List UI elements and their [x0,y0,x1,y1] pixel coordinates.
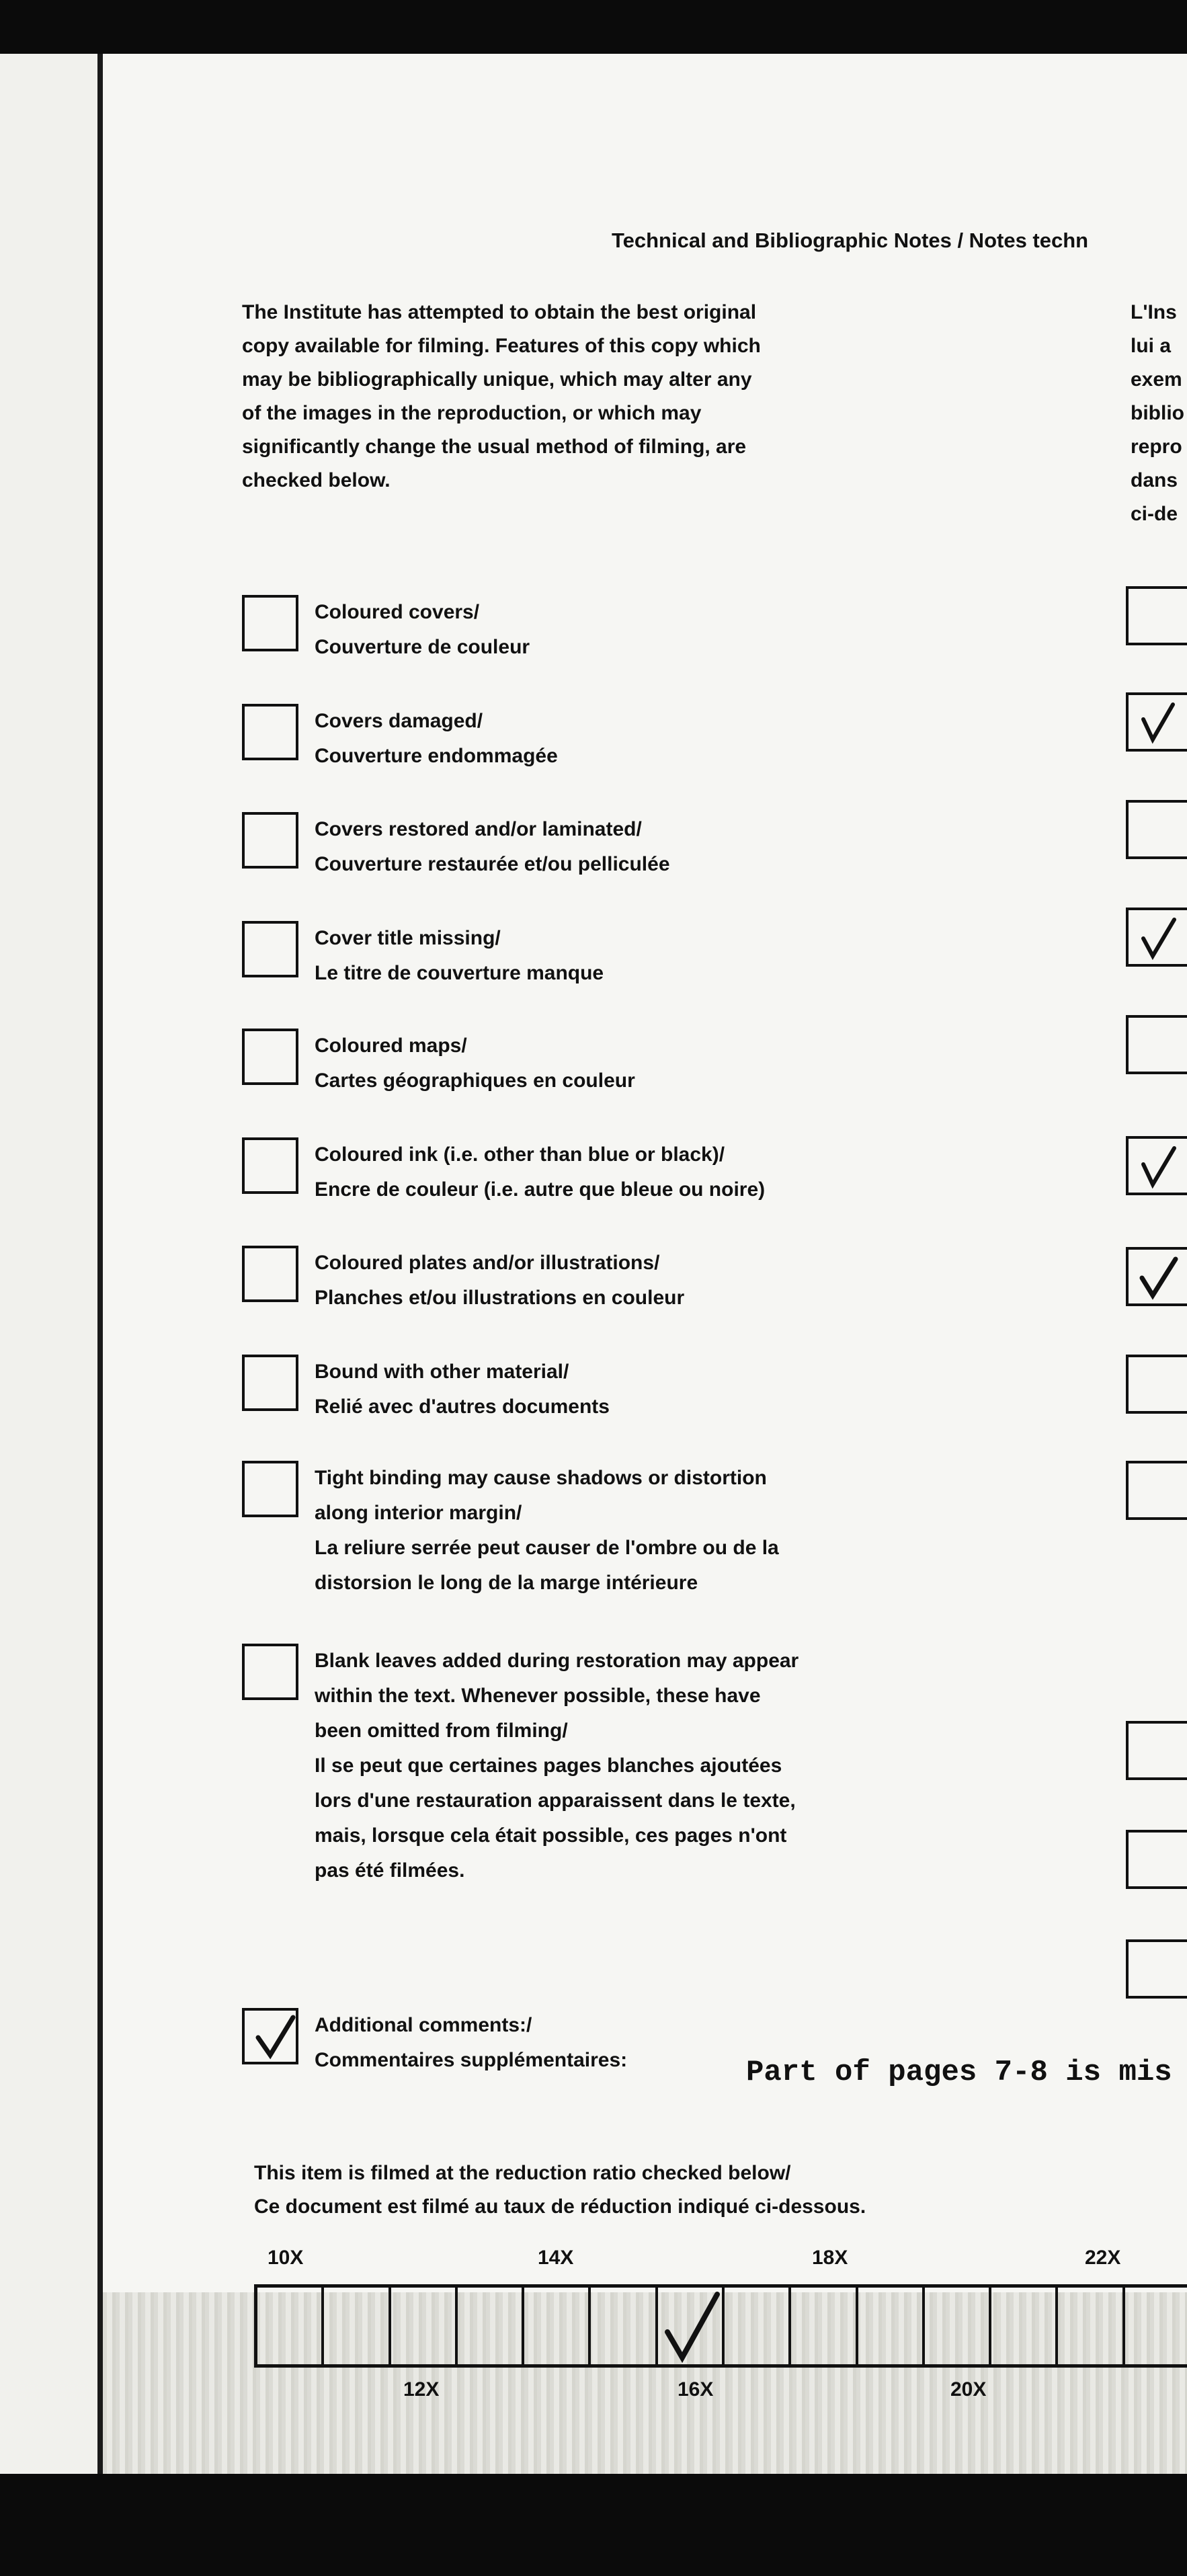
ratio-cell[interactable] [591,2288,657,2364]
item-line: Couverture endommagée [315,745,558,767]
item-line: Covers restored and/or laminated/ [315,818,642,840]
checkbox[interactable] [242,595,298,651]
item-line: been omitted from filming/ [315,1720,568,1742]
ratio-cell[interactable] [791,2288,858,2364]
right-checkbox[interactable] [1126,1939,1187,1999]
item-label [315,1355,973,1424]
right-checkbox[interactable] [1126,1721,1187,1780]
reduction-ratio-note [254,2157,1128,2224]
item-line: Blank leaves added during restoration may appear [315,1650,799,1672]
item-line: Cover title missing/ [315,927,501,949]
intro-right-line: exem [1131,368,1182,391]
right-checkbox-checked[interactable] [1126,692,1187,752]
checkbox[interactable] [242,1355,298,1411]
additional-comments-value: Part of pages 7-8 is mis [746,2056,1172,2089]
ratio-cell-checked[interactable] [658,2288,725,2364]
ratio-cell[interactable] [725,2288,791,2364]
intro-line: may be bibliographically unique, which may alter any [242,368,752,391]
item-label [315,1029,973,1098]
intro-line: checked below. [242,469,391,491]
item-line: Cartes géographiques en couleur [315,1070,635,1092]
checkbox[interactable] [242,1461,298,1517]
item-label [315,921,973,991]
scan-border [0,2474,1187,2576]
item-label [315,1644,973,1888]
left-margin [0,54,103,2474]
item-line: Planches et/ou illustrations en couleur [315,1287,685,1309]
item-line: within the text. Whenever possible, these have [315,1685,761,1707]
reduction-ratio-grid [254,2284,1187,2368]
right-checkbox-checked[interactable] [1126,1136,1187,1195]
checkbox[interactable] [242,921,298,977]
right-checkbox[interactable] [1126,1015,1187,1074]
checkbox-checked[interactable] [242,2008,298,2064]
checkbox[interactable] [242,1137,298,1194]
checkbox[interactable] [242,1029,298,1085]
item-line: distorsion le long de la marge intérieure [315,1572,698,1594]
ratio-cell[interactable] [391,2288,458,2364]
item-line: lors d'une restauration apparaissent dans le texte, [315,1789,796,1812]
ratio-cell[interactable] [925,2288,991,2364]
ratio-cell[interactable] [458,2288,524,2364]
checkmark-icon [251,2015,298,2062]
ratio-label: 20X [950,2378,987,2401]
right-checkbox[interactable] [1126,1461,1187,1520]
intro-right-line: biblio [1131,402,1184,424]
ratio-cell[interactable] [858,2288,925,2364]
intro-line: of the images in the reproduction, or which may [242,402,702,424]
right-checkbox[interactable] [1126,1355,1187,1414]
document-page [0,54,1187,2474]
item-line: Couverture restaurée et/ou pelliculée [315,853,670,875]
item-label [315,1137,973,1207]
intro-line: The Institute has attempted to obtain the best original [242,301,757,323]
item-line: Coloured maps/ [315,1035,467,1057]
item-label [315,1246,973,1316]
checkbox[interactable] [242,704,298,760]
item-label [315,704,973,774]
ratio-cell[interactable] [1058,2288,1124,2364]
intro-right-line: lui a [1131,335,1172,357]
ratio-label: 18X [812,2247,848,2269]
checkmark-icon [1135,1254,1182,1301]
item-line: along interior margin/ [315,1502,522,1524]
intro-right-line: dans [1131,469,1178,491]
item-line: pas été filmées. [315,1859,465,1882]
item-line: Encre de couleur (i.e. autre que bleue ou noire) [315,1178,766,1201]
right-checkbox[interactable] [1126,800,1187,859]
reduction-line: Ce document est filmé au taux de réduction indiqué ci-dessous. [254,2196,866,2218]
ratio-cell[interactable] [257,2288,324,2364]
checkmark-icon [1135,699,1182,746]
ratio-label: 22X [1085,2247,1121,2269]
item-line: Relié avec d'autres documents [315,1396,610,1418]
item-line: Coloured plates and/or illustrations/ [315,1252,660,1274]
item-label [315,1461,973,1601]
checkmark-icon [1135,914,1182,961]
intro-right-line: L'Ins [1131,301,1177,323]
intro-right-line: ci-de [1131,503,1178,525]
right-checkbox[interactable] [1126,1830,1187,1889]
item-line: Additional comments:/ [315,2014,532,2036]
right-checkbox-checked[interactable] [1126,908,1187,967]
right-checkbox[interactable] [1126,586,1187,645]
checkbox[interactable] [242,1246,298,1302]
right-checkbox-checked[interactable] [1126,1247,1187,1306]
item-line: La reliure serrée peut causer de l'ombre ou de la [315,1537,779,1559]
item-line: Il se peut que certaines pages blanches ajoutées [315,1755,782,1777]
checkmark-icon [662,2290,723,2364]
reduction-line: This item is filmed at the reduction ratio checked below/ [254,2162,791,2184]
item-line: Coloured ink (i.e. other than blue or black)/ [315,1143,725,1166]
item-line: Coloured covers/ [315,601,480,623]
item-line: Tight binding may cause shadows or distortion [315,1467,767,1489]
item-line: Covers damaged/ [315,710,483,732]
item-line: Commentaires supplémentaires: [315,2049,628,2071]
ratio-cell[interactable] [1125,2288,1187,2364]
ratio-label: 16X [678,2378,714,2401]
item-line: Bound with other material/ [315,1361,569,1383]
page-header: Technical and Bibliographic Notes / Notes techn [612,229,1089,252]
intro-right-line: repro [1131,436,1182,458]
ratio-label: 10X [268,2247,304,2269]
ratio-label: 14X [538,2247,574,2269]
checkbox[interactable] [242,1644,298,1700]
ratio-label: 12X [403,2378,440,2401]
intro-line: significantly change the usual method of filming, are [242,436,747,458]
ratio-cell[interactable] [524,2288,591,2364]
item-line: Le titre de couverture manque [315,962,604,984]
item-line: mais, lorsque cela était possible, ces pages n'ont [315,1824,787,1847]
ratio-cell[interactable] [991,2288,1058,2364]
checkmark-icon [1135,1143,1182,1190]
item-line: Couverture de couleur [315,636,530,658]
item-label [315,595,973,665]
intro-line: copy available for filming. Features of this copy which [242,335,761,357]
checkbox[interactable] [242,812,298,869]
item-label [315,812,973,882]
intro-text-english [242,296,901,497]
ratio-cell[interactable] [324,2288,391,2364]
intro-text-french-cutoff [1131,296,1187,531]
